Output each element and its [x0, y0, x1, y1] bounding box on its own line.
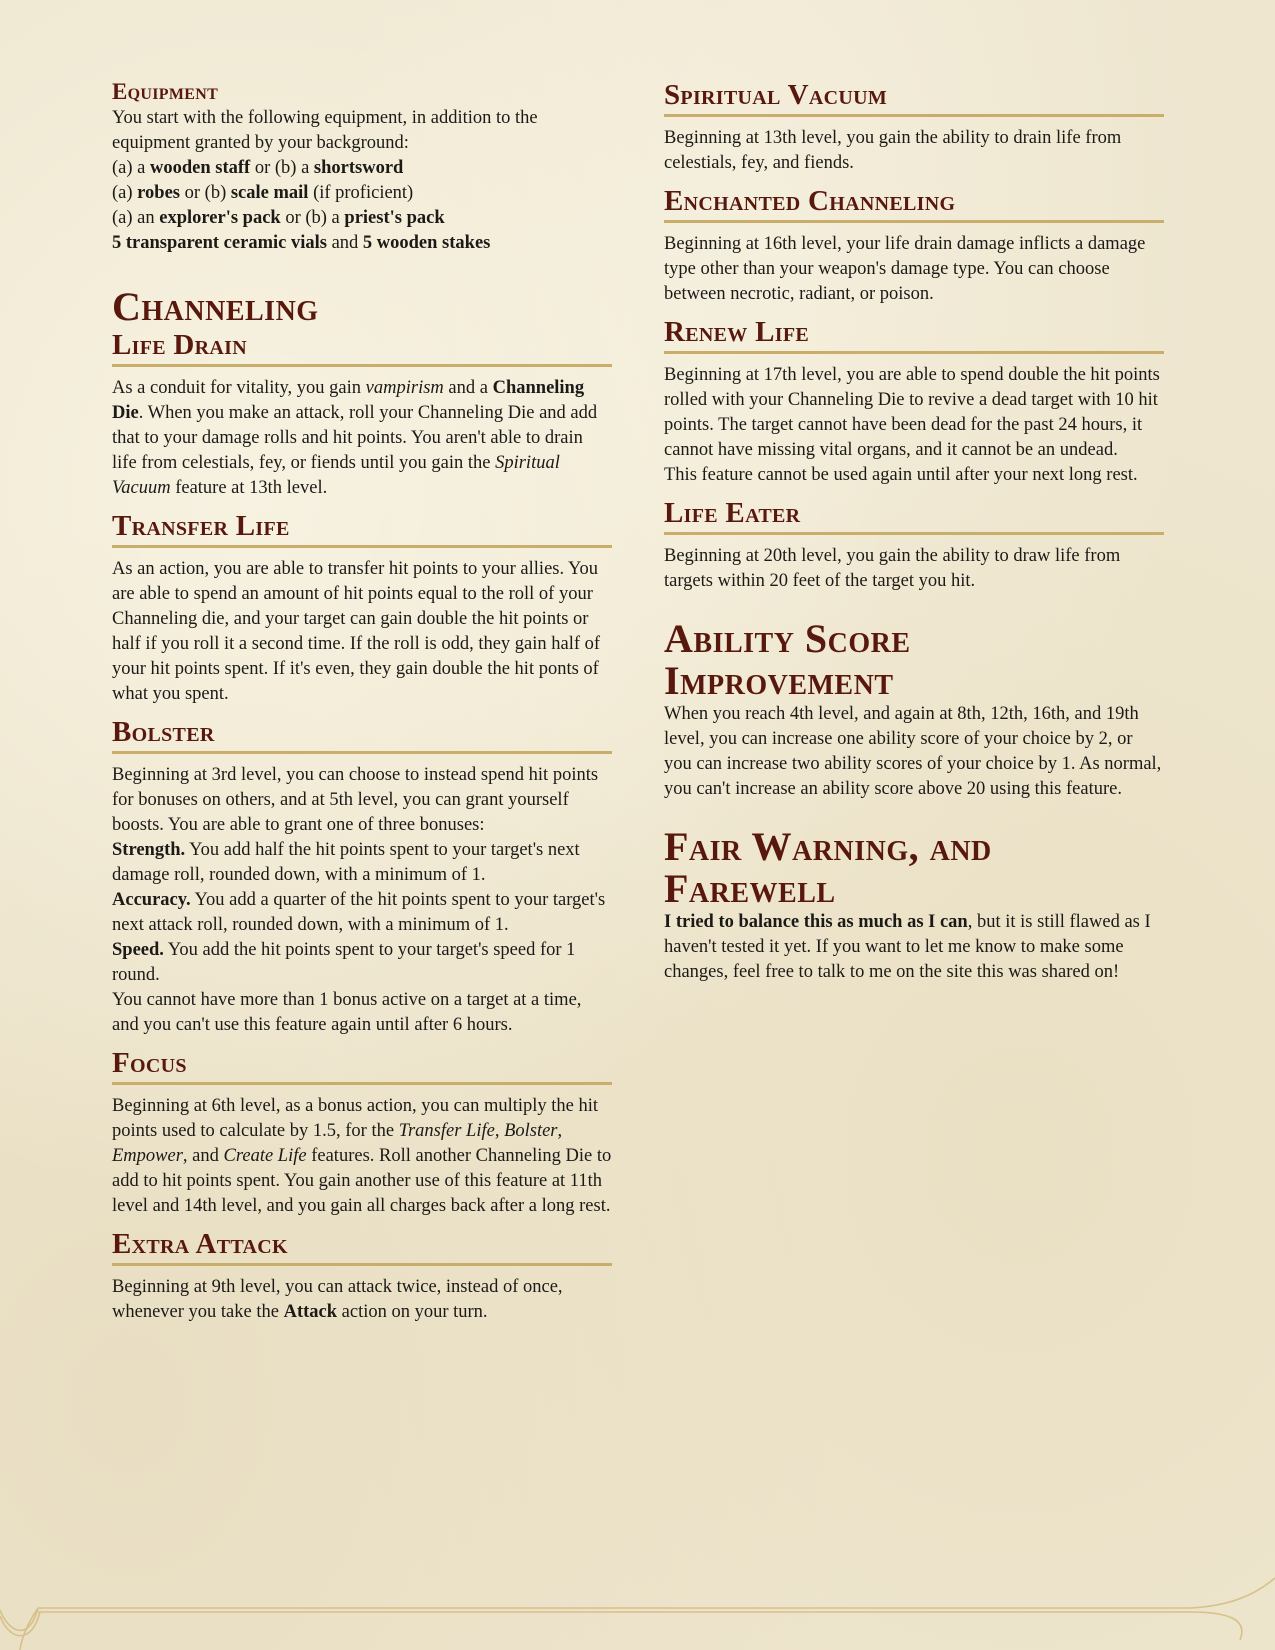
- bolster-strength: Strength. You add half the hit points spent to your target's next damage roll, rounded down, with a minimum of 1.: [112, 840, 580, 885]
- farewell-text: I tried to balance this as much as I can, but it is still flawed as I haven't tested it yet. If you want to let me know to make some changes, feel free to talk to me on the site this was shared on!: [664, 912, 1151, 982]
- spiritual-vacuum-section: [664, 78, 1164, 176]
- farewell-section: [664, 826, 1164, 985]
- right-column: [664, 78, 1164, 985]
- equipment-heading: Equipment: [112, 79, 219, 104]
- transfer-life-heading: Transfer Life: [112, 509, 612, 548]
- renew-life-section: [664, 315, 1164, 488]
- bolster-section: [112, 715, 612, 1038]
- life-drain-heading: Life Drain: [112, 328, 612, 367]
- channeling-heading: Channeling: [112, 284, 319, 329]
- life-drain-text: As a conduit for vitality, you gain vampirism and a Channeling Die. When you make an attack, roll your Channeling Die and add that to your damage rolls and hit points. You aren't able to drain life from celestials, fey, or fiends until you gain the Spiritual Vacuum feature at 13th level.: [112, 378, 598, 498]
- spiritual-vacuum-text: Beginning at 13th level, you gain the ability to drain life from celestials, fey, and fiends.: [664, 128, 1122, 173]
- bolster-outro: You cannot have more than 1 bonus active on a target at a time, and you can't use this feature again until after 6 hours.: [112, 990, 582, 1035]
- enchanted-channeling-heading: Enchanted Channeling: [664, 184, 1164, 223]
- extra-attack-text: Beginning at 9th level, you can attack twice, instead of once, whenever you take the Attack action on your turn.: [112, 1277, 563, 1322]
- equipment-option-4: 5 transparent ceramic vials and 5 wooden stakes: [112, 233, 491, 253]
- equipment-option-3: (a) an explorer's pack or (b) a priest's pack: [112, 208, 445, 228]
- enchanted-channeling-section: [664, 184, 1164, 307]
- asi-section: [664, 618, 1164, 802]
- extra-attack-section: [112, 1227, 612, 1325]
- asi-text: When you reach 4th level, and again at 8th, 12th, 16th, and 19th level, you can increase one ability score of your choice by 2, or you can increase two ability scores of your choice by 1. As normal, you can't increase an ability score above 20 using this feature.: [664, 704, 1162, 799]
- spiritual-vacuum-heading: Spiritual Vacuum: [664, 78, 1164, 117]
- footer-ornament-icon: [0, 1540, 1275, 1650]
- life-eater-text: Beginning at 20th level, you gain the ability to draw life from targets within 20 feet of the target you hit.: [664, 546, 1121, 591]
- asi-heading: Ability Score Improvement: [664, 616, 911, 703]
- bolster-accuracy: Accuracy. You add a quarter of the hit points spent to your target's next attack roll, rounded down, with a minimum of 1.: [112, 890, 606, 935]
- life-eater-section: [664, 496, 1164, 594]
- equipment-option-1: (a) a wooden staff or (b) a shortsword: [112, 158, 404, 178]
- focus-heading: Focus: [112, 1046, 612, 1085]
- farewell-heading: Fair Warning, and Farewell: [664, 824, 992, 911]
- bolster-heading: Bolster: [112, 715, 612, 754]
- transfer-life-section: [112, 509, 612, 707]
- bolster-intro: Beginning at 3rd level, you can choose to instead spend hit points for bonuses on others, and at 5th level, you can grant yourself boosts. You are able to grant one of three bonuses:: [112, 765, 599, 835]
- equipment-intro: You start with the following equipment, in addition to the equipment granted by your background:: [112, 108, 538, 153]
- enchanted-channeling-text: Beginning at 16th level, your life drain damage inflicts a damage type other than your weapon's damage type. You can choose between necrotic, radiant, or poison.: [664, 234, 1146, 304]
- life-eater-heading: Life Eater: [664, 496, 1164, 535]
- renew-life-text-2: This feature cannot be used again until after your next long rest.: [664, 465, 1138, 485]
- focus-section: [112, 1046, 612, 1219]
- extra-attack-heading: Extra Attack: [112, 1227, 612, 1266]
- focus-text: Beginning at 6th level, as a bonus action, you can multiply the hit points used to calculate by 1.5, for the Transfer Life, Bolster, Empower, and Create Life features. Roll another Channeling Die to add to hit points spent. You gain another use of this feature at 11th level and 14th level, and you gain all charges back after a long rest.: [112, 1096, 612, 1216]
- renew-life-heading: Renew Life: [664, 315, 1164, 354]
- transfer-life-text: As an action, you are able to transfer hit points to your allies. You are able to spend an amount of hit points equal to the roll of your Channeling die, and your target can gain double the hit points or half if you roll it a second time. If the roll is odd, they gain half of your hit points spent. If it's even, they gain double the hit ponts of what you spent.: [112, 559, 601, 704]
- equipment-option-2: (a) robes or (b) scale mail (if proficient): [112, 183, 414, 203]
- life-drain-section: [112, 328, 612, 501]
- left-column: [112, 78, 612, 1325]
- equipment-section: [112, 78, 612, 256]
- bolster-speed: Speed. You add the hit points spent to your target's speed for 1 round.: [112, 940, 576, 985]
- renew-life-text: Beginning at 17th level, you are able to spend double the hit points rolled with your Channeling Die to revive a dead target with 10 hit points. The target cannot have been dead for the past 24 hours, it cannot have missing vital organs, and it cannot be an undead.: [664, 365, 1160, 460]
